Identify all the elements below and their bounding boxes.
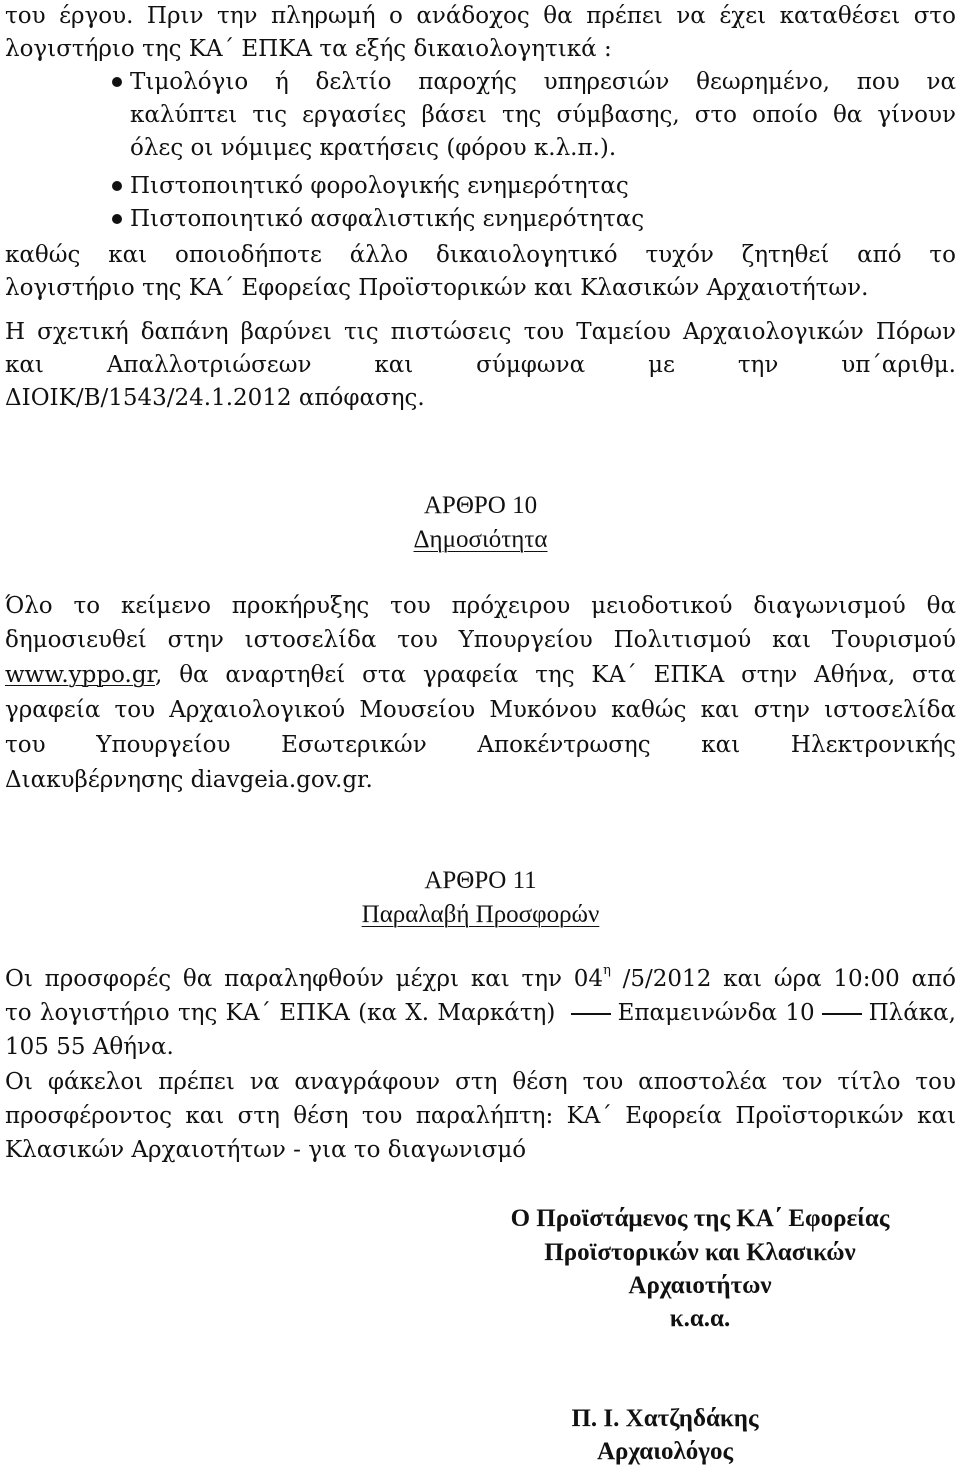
signatory-name: Π. Ι. Χατζηδάκης bbox=[571, 1405, 759, 1432]
ministry-website-link[interactable]: www.yppo.gr bbox=[5, 662, 156, 688]
article-10-title bbox=[5, 523, 956, 557]
article-11-line-4: Οι φάκελοι πρέπει να αναγράφουν στη θέση του αποστολέα τον τίτλο του bbox=[5, 1069, 956, 1095]
list-item-insurance-certificate: Πιστοποιητικό ασφαλιστικής ενημερότητας bbox=[130, 206, 645, 232]
signatory-role: Αρχαιολόγος bbox=[597, 1438, 733, 1465]
article-11-line-6: Κλασικών Αρχαιοτήτων - για το διαγωνισμό bbox=[5, 1137, 527, 1163]
expense-line-1: Η σχετική δαπάνη βαρύνει τις πιστώσεις του Ταμείου Αρχαιολογικών Πόρων bbox=[5, 319, 956, 345]
article-11-line-1-a: Οι προσφορές θα παραληφθούν μέχρι και την 04 bbox=[5, 966, 604, 992]
article-10-line-5: του Υπουργείου Εσωτερικών Αποκέντρωσης και Ηλεκτρονικής bbox=[5, 732, 956, 758]
intro-line-2: λογιστήριο της ΚΑ΄ ΕΠΚΑ τα εξής δικαιολογητικά : bbox=[5, 36, 612, 62]
list-item-invoice-line-3: όλες οι νόμιμες κρατήσεις (φόρου κ.λ.π.). bbox=[130, 135, 617, 161]
article-11-title bbox=[5, 898, 956, 932]
after-list-line-2: λογιστήριο της ΚΑ΄ Εφορείας Προϊστορικών και Κλασικών Αρχαιοτήτων. bbox=[5, 275, 869, 301]
list-item-invoice-line-1: Τιμολόγιο ή δελτίο παροχής υπηρεσιών θεωρημένο, που να bbox=[130, 69, 956, 95]
ordinal-superscript: η bbox=[603, 963, 611, 979]
article-11-line-2-a: το λογιστήριο της ΚΑ΄ ΕΠΚΑ (κα Χ. Μαρκάτη) bbox=[5, 1000, 556, 1026]
expense-line-2: και Απαλλοτριώσεων και σύμφωνα με την υπ΄αριθμ. bbox=[5, 352, 956, 378]
signature-title-line-3: Αρχαιοτήτων bbox=[628, 1272, 772, 1299]
dash-separator bbox=[822, 1013, 862, 1015]
article-11-line-2 bbox=[5, 997, 956, 1030]
article-11-line-3: 105 55 Αθήνα. bbox=[5, 1034, 174, 1060]
list-item-invoice-line-2: καλύπτει τις εργασίες βάσει της σύμβασης, στο οποίο θα γίνουν bbox=[130, 102, 956, 128]
article-10-line-6: Διακυβέρνησης diavgeia.gov.gr. bbox=[5, 767, 373, 793]
article-10-title-text: Δημοσιότητα bbox=[413, 526, 548, 553]
article-11-line-1 bbox=[5, 963, 956, 996]
article-11-number: ΑΡΘΡΟ 11 bbox=[424, 867, 537, 894]
article-10-line-3 bbox=[5, 659, 956, 692]
after-list-line-1: καθώς και οποιοδήποτε άλλο δικαιολογητικό τυχόν ζητηθεί από το bbox=[5, 242, 956, 268]
signature-title-line-2: Προϊστορικών και Κλασικών bbox=[544, 1239, 856, 1266]
article-11-line-1-b: /5/2012 και ώρα 10:00 από bbox=[610, 966, 956, 992]
article-11-line-5: προσφέροντος και στη θέση του παραλήπτη: ΚΑ΄ Εφορεία Προϊστορικών και bbox=[5, 1103, 956, 1129]
intro-line-1: του έργου. Πριν την πληρωμή ο ανάδοχος θα πρέπει να έχει καταθέσει στο bbox=[5, 3, 956, 29]
article-10-line-2: δημοσιευθεί στην ιστοσελίδα του Υπουργείου Πολιτισμού και Τουρισμού bbox=[5, 627, 956, 653]
dash-separator bbox=[571, 1013, 611, 1015]
article-10-line-1: Όλο το κείμενο προκήρυξης του πρόχειρου μειοδοτικού διαγωνισμού θα bbox=[5, 593, 956, 619]
article-11-line-2-b: Επαμεινώνδα 10 bbox=[617, 1000, 815, 1026]
list-item-tax-certificate: Πιστοποιητικό φορολογικής ενημερότητας bbox=[130, 173, 629, 199]
bullet-icon bbox=[112, 77, 122, 87]
expense-line-3: ΔΙΟΙΚ/Β/1543/24.1.2012 απόφασης. bbox=[5, 385, 425, 411]
bullet-icon bbox=[112, 181, 122, 191]
signature-title-line-1: Ο Προϊστάμενος της ΚΑ΄ Εφορείας bbox=[510, 1205, 890, 1232]
article-10-line-3-rest: , θα αναρτηθεί στα γραφεία της ΚΑ΄ ΕΠΚΑ στην Αθήνα, στα bbox=[155, 662, 956, 688]
signature-title-line-4: κ.α.α. bbox=[669, 1305, 731, 1332]
article-11-line-2-c: Πλάκα, bbox=[868, 1000, 956, 1026]
article-11-title-text: Παραλαβή Προσφορών bbox=[361, 901, 600, 928]
bullet-icon bbox=[112, 214, 122, 224]
article-10-number: ΑΡΘΡΟ 10 bbox=[423, 492, 538, 519]
article-10-line-4: γραφεία του Αρχαιολογικού Μουσείου Μυκόνου καθώς και στην ιστοσελίδα bbox=[5, 697, 956, 723]
